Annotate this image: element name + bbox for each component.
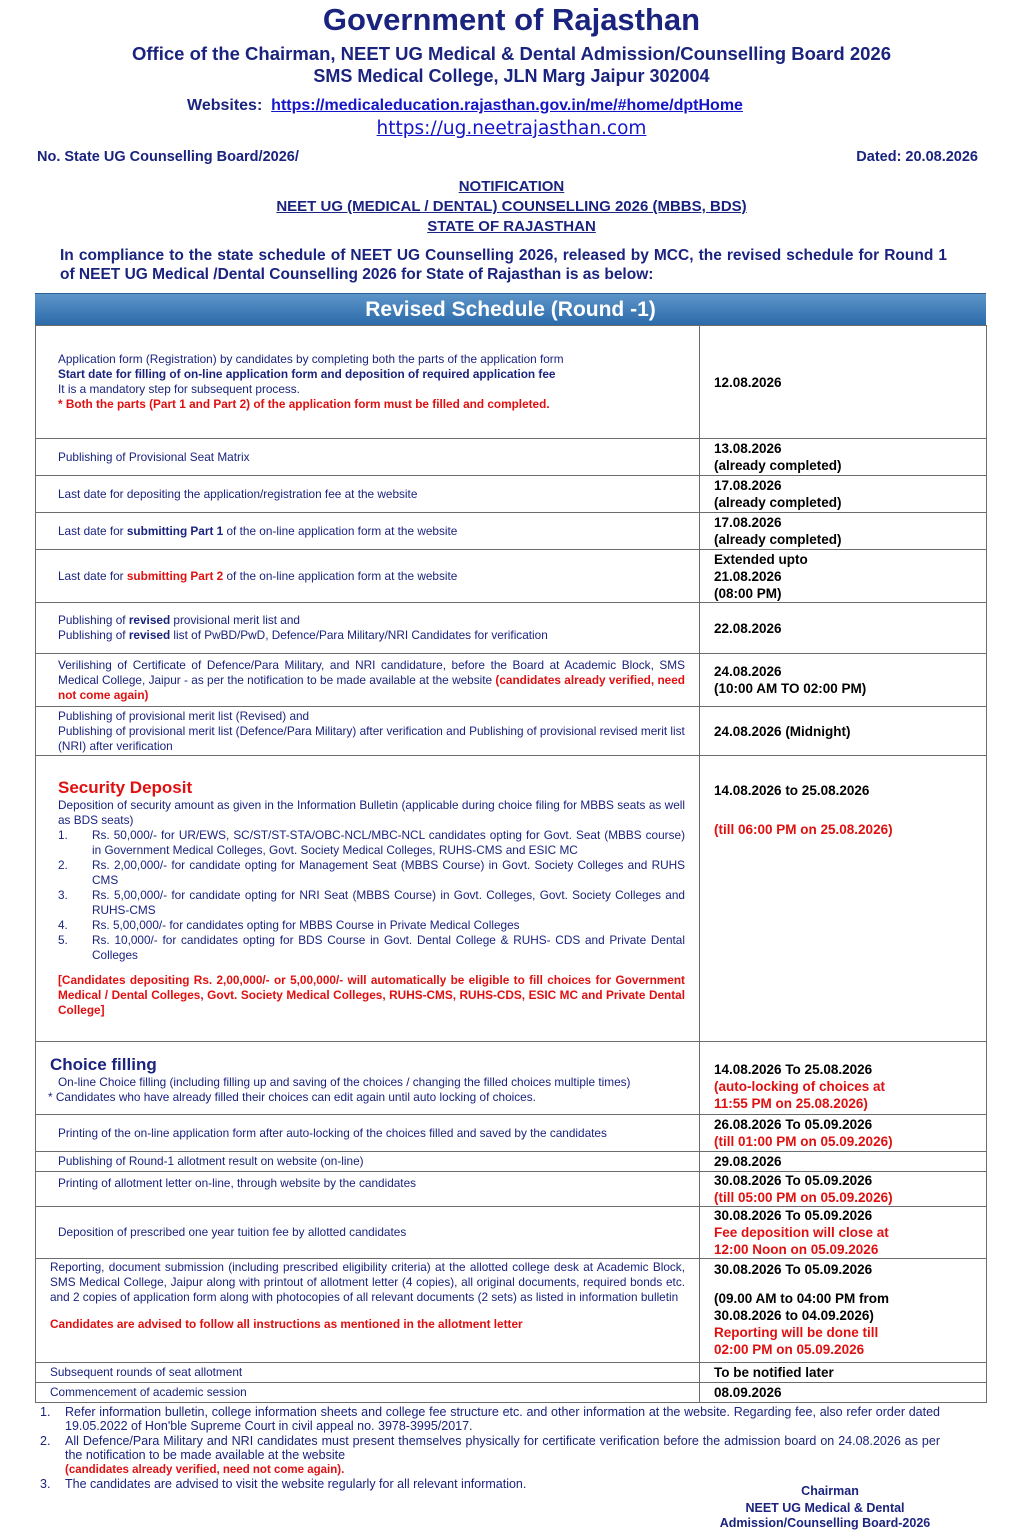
- schedule-heading: Revised Schedule (Round -1): [35, 293, 986, 325]
- choice-filling-heading: Choice filling: [50, 1054, 157, 1074]
- schedule-row: Publishing of Provisional Seat Matrix 13.08.2026 (already completed): [36, 439, 987, 476]
- schedule-row: Publishing of Round-1 allotment result on website (on-line) 29.08.2026: [36, 1152, 987, 1172]
- deposit-item: 4. Rs. 5,00,000/- for candidates opting for MBBS Course in Private Medical Colleges: [58, 917, 520, 932]
- websites-label: Websites:: [187, 97, 263, 114]
- schedule-row: Commencement of academic session 08.09.2026: [36, 1383, 987, 1403]
- footnote: 3. The candidates are advised to visit the website regularly for all relevant information.: [40, 1477, 527, 1492]
- schedule-row: Deposition of prescribed one year tuition fee by allotted candidates 30.08.2026 To 05.09.2026 Fee deposition will close at 12:00 Noon on 05.09.2026: [36, 1207, 987, 1259]
- signature-title: Chairman: [801, 1484, 859, 1498]
- security-deposit-heading: Security Deposit: [58, 777, 193, 797]
- office-title: Office of the Chairman, NEET UG Medical & Dental Admission/Counselling Board 2026: [132, 43, 891, 64]
- deposit-note: [Candidates depositing Rs. 2,00,000/- or 5,00,000/- will automatically be eligible to fill choices for Government Medical / Dental Colleges, Govt. Society Medical Colleges, RUHS-CMS, RUHS-CDS, ESIC MC and Private Dental College]: [58, 972, 685, 1017]
- signature-line-2: Admission/Counselling Board-2026: [719, 1516, 931, 1530]
- notification-title: NOTIFICATION: [458, 178, 565, 195]
- deposit-item: 1. Rs. 50,000/- for UR/EWS, SC/ST/ST-STA/OBC-NCL/MBC-NCL candidates opting for Govt. Seat (MBBS course) in Government Medical Colleges, Govt. Society Medical Colleges, RUHS-CMS and ESIC MC: [58, 827, 685, 857]
- deposit-item: 2. Rs. 2,00,000/- for candidate opting for Management Seat (MBBS Course) in Govt. Society Colleges and RUHS CMS: [58, 857, 685, 887]
- footnotes: [40, 1405, 940, 1492]
- schedule-row-reporting: Reporting, document submission (including prescribed eligibility criteria) at the allotted college desk at Academic Block, SMS Medical College, Jaipur along with printout of allotment letter (4 copies), all original documents, required bonds etc. and 2 copies of application form along with photocopies of all relevant documents (2 sets) as listed in information bulletin Candidates are advised to follow all instructions as mentioned in the allotment letter 30.08.2026 To 05.09.2026 (09.00 AM to 04:00 PM from 30.08.2026 to 04.09.2026) Reporting will be done till 02:00 PM on 05.09.2026: [36, 1259, 987, 1363]
- schedule-row: Last date for depositing the application/registration fee at the website 17.08.2026 (already completed): [36, 476, 987, 513]
- deposit-item: 5. Rs. 10,000/- for candidates opting for BDS Course in Govt. Dental College & RUHS- CDS and Private Dental Colleges: [58, 932, 685, 962]
- schedule-table: [35, 325, 987, 1403]
- footnote: 1. Refer information bulletin, college information sheets and college fee structure etc. and other information at the website. Regarding fee, also refer order dated 19.05.2022 of Hon'ble Supreme Court in civil appeal no. 3978-3995/2017.: [40, 1405, 940, 1434]
- date-line: Dated: 20.08.2026: [856, 149, 978, 165]
- schedule-row: Printing of the on-line application form after auto-locking of the choices filled and saved by the candidates 26.08.2026 To 05.09.2026 (till 01:00 PM on 05.09.2026): [36, 1115, 987, 1152]
- deposit-list: [58, 828, 685, 963]
- reference-number: No. State UG Counselling Board/2026/: [37, 149, 299, 165]
- schedule-row-security-deposit: Security Deposit Deposition of security amount as given in the Information Bulletin (applicable during choice filing for MBBS seats as well as BDS seats) 1. Rs. 50,000/- for UR/EWS, SC/ST/ST-STA/OBC-NCL/MBC-NCL candidates opting for Govt. Seat (MBBS course) in Government Medical Colleges, Govt. Society Medical Colleges, RUHS-CMS and ESIC MC 2. Rs. 2,00,000/- for candidate opting for Management Seat (MBBS Course) in Govt. Society Colleges and RUHS CMS 3. Rs. 5,00,000/- for candidate opting for NRI Seat (MBBS Course) in Govt. Colleges, Govt. Society Colleges and RUHS-CMS 4. Rs. 5,00,000/- for candidates opting for MBBS Course in Private Medical Colleges 5. Rs. 10,000/- for candidates opting for BDS Course in Govt. Dental College & RUHS- CDS and Private Dental Colleges [Candidates depositing Rs. 2,00,000/- or 5,00,000/- will automatically be eligible to fill choices for Government Medical / Dental Colleges, Govt. Society Medical Colleges, RUHS-CMS, RUHS-CDS, ESIC MC and Private Dental College] 14.08.2026 to 25.08.2026 (till 06:00 PM on 25.08.2026): [36, 756, 987, 1042]
- websites-line: [187, 97, 743, 115]
- schedule-row: Last date for submitting Part 1 of the on-line application form at the website 17.08.2026 (already completed): [36, 513, 987, 550]
- schedule-row: Printing of allotment letter on-line, through website by the candidates 30.08.2026 To 05.09.2026 (till 05:00 PM on 05.09.2026): [36, 1172, 987, 1207]
- schedule-row: Verilishing of Certificate of Defence/Para Military, and NRI candidature, before the Board at Academic Block, SMS Medical College, Jaipur - as per the notification to be made available at the website (candidates already verified, need not come again) 24.08.2026 (10:00 AM TO 02:00 PM): [36, 654, 987, 707]
- deposit-item: 3. Rs. 5,00,000/- for candidate opting for NRI Seat (MBBS Course) in Govt. Colleges, Govt. Society Colleges and RUHS-CMS: [58, 887, 685, 917]
- website-link-1[interactable]: https://medicaleducation.rajasthan.gov.in/me/#home/dptHome: [271, 97, 743, 114]
- intro-paragraph: In compliance to the state schedule of NEET UG Counselling 2026, released by MCC, the revised schedule for Round 1 of NEET UG Medical /Dental Counselling 2026 for State of Rajasthan is as below:: [60, 247, 947, 283]
- government-title: Government of Rajasthan: [322, 2, 701, 37]
- footnote: 2. All Defence/Para Military and NRI candidates must present themselves physically for certificate verification before the admission board on 24.08.2026 as per the notification to be made available at the website (candidates already verified, need not come again).: [40, 1433, 940, 1477]
- schedule-row: Subsequent rounds of seat allotment To be notified later: [36, 1363, 987, 1383]
- signature-line-1: NEET UG Medical & Dental: [745, 1501, 905, 1515]
- schedule-row-choice-filling: Choice filling On-line Choice filling (including filling up and saving of the choices / changing the filled choices multiple times) * Candidates who have already filled their choices can edit again until auto locking of choices. 14.08.2026 To 25.08.2026 (auto-locking of choices at 11:55 PM on 25.08.2026): [36, 1042, 987, 1115]
- notification-state: STATE OF RAJASTHAN: [427, 218, 596, 235]
- schedule-row: Publishing of revised provisional merit list and Publishing of revised list of PwBD/PwD, Defence/Para Military/NRI Candidates for verification 22.08.2026: [36, 603, 987, 654]
- notification-subtitle: NEET UG (MEDICAL / DENTAL) COUNSELLING 2026 (MBBS, BDS): [276, 198, 747, 215]
- schedule-row: Application form (Registration) by candidates by completing both the parts of the application form Start date for filling of on-line application form and deposition of required application fee It is a mandatory step for subsequent process. * Both the parts (Part 1 and Part 2) of the application form must be filled and completed. 12.08.2026: [36, 326, 987, 439]
- website-line-2: [0, 118, 1023, 139]
- schedule-row: Last date for submitting Part 2 of the on-line application form at the website Extended upto 21.08.2026 (08:00 PM): [36, 550, 987, 603]
- schedule-row: Publishing of provisional merit list (Revised) and Publishing of provisional merit list (Defence/Para Military) after verification and Publishing of provisional revised merit list (NRI) after verification 24.08.2026 (Midnight): [36, 707, 987, 756]
- office-address: SMS Medical College, JLN Marg Jaipur 302004: [313, 66, 710, 86]
- schedule-date: 12.08.2026: [700, 326, 987, 439]
- website-link-2[interactable]: https://ug.neetrajasthan.com: [376, 118, 647, 139]
